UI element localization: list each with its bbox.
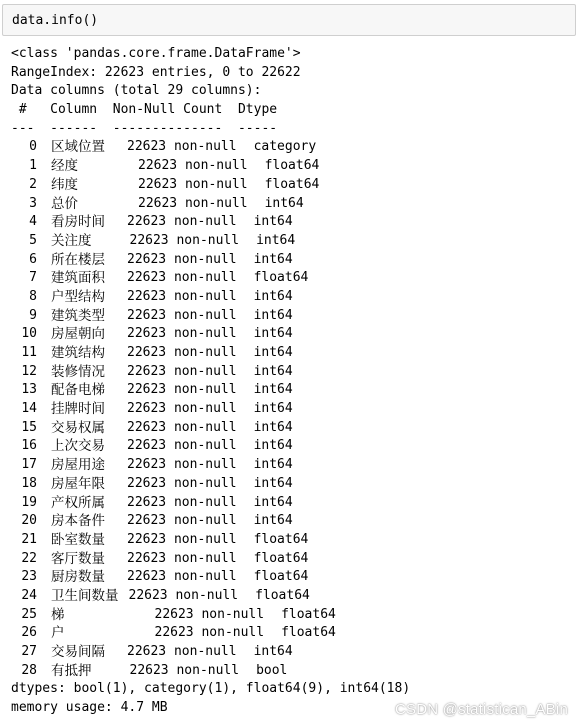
column-name: 所在楼层: [51, 251, 105, 268]
non-null-count: 22623 non-null: [127, 401, 237, 417]
dtype: int64: [253, 288, 293, 304]
dtype: int64: [253, 345, 293, 360]
non-null-count: 22623 non-null: [127, 139, 237, 155]
non-null-count: 22623 non-null: [138, 195, 248, 211]
dtype: int64: [256, 232, 296, 248]
column-info-row: [11, 662, 576, 681]
column-index: 18: [21, 475, 37, 491]
cell-output: [11, 45, 576, 718]
dtype: float64: [264, 158, 320, 174]
column-name: 装修情况: [51, 363, 105, 380]
column-name: 房本备件: [51, 513, 105, 530]
dtype: int64: [253, 438, 293, 454]
column-info-row: [11, 531, 576, 550]
dtype: int64: [253, 326, 293, 342]
column-name: 纬度: [51, 176, 78, 193]
column-index: 7: [29, 270, 37, 286]
non-null-count: 22623 non-null: [127, 457, 237, 473]
column-info-row: [11, 157, 576, 176]
column-name: 区域位置: [51, 139, 105, 156]
column-name: 交易权属: [51, 419, 105, 436]
column-info-row: [11, 176, 576, 195]
column-name: 配备电梯: [51, 382, 105, 399]
dtype: int64: [253, 475, 293, 491]
column-index: 22: [21, 550, 37, 566]
dtype: float64: [253, 569, 309, 585]
column-info-row: [11, 251, 576, 270]
non-null-count: 22623 non-null: [127, 345, 237, 360]
column-name: 厨房数量: [51, 569, 105, 586]
dtype: float64: [253, 270, 309, 286]
non-null-count: 22623 non-null: [127, 550, 237, 566]
column-name: 上次交易: [51, 438, 105, 455]
column-index: 13: [21, 382, 37, 398]
column-index: 8: [29, 288, 37, 304]
column-info-row: [11, 475, 576, 494]
column-info-row: [11, 232, 576, 251]
non-null-count: 22623 non-null: [127, 494, 237, 510]
column-name: 房屋年限: [51, 475, 105, 492]
column-name: 房屋朝向: [51, 326, 105, 343]
column-index: 17: [21, 457, 37, 473]
column-name: 户: [51, 625, 65, 642]
column-name: 看房时间: [51, 214, 105, 231]
dtype: int64: [253, 419, 293, 435]
column-name: 房屋用途: [51, 457, 105, 474]
column-info-row: [11, 456, 576, 475]
non-null-count: 22623 non-null: [127, 363, 237, 379]
dtype: int64: [253, 457, 293, 473]
dtype: int64: [264, 195, 304, 211]
column-info-row: [11, 400, 576, 419]
column-info-row: [11, 437, 576, 456]
column-index: 5: [29, 232, 37, 248]
column-info-row: [11, 494, 576, 513]
column-info-rows: [11, 138, 576, 680]
code-text: data.info(): [12, 13, 99, 28]
output-separator-line: --- ------ -------------- -----: [11, 120, 301, 136]
dtype: float64: [281, 606, 336, 622]
output-class-line: <class 'pandas.core.frame.DataFrame'>: [11, 46, 301, 61]
dtype: int64: [253, 401, 293, 417]
column-info-row: [11, 288, 576, 307]
dtype: int64: [253, 363, 293, 379]
dtype: bool: [256, 662, 288, 678]
column-info-row: [11, 643, 576, 662]
non-null-count: 22623 non-null: [127, 513, 237, 529]
output-column-header-line: # Column Non-Null Count Dtype: [11, 102, 301, 118]
dtype: int64: [253, 307, 293, 323]
column-name: 卫生间数量: [51, 587, 119, 604]
column-index: 9: [29, 307, 37, 323]
column-info-row: [11, 344, 576, 363]
column-info-row: [11, 307, 576, 326]
non-null-count: 22623 non-null: [127, 214, 237, 230]
dtype: float64: [253, 550, 309, 566]
column-name: 挂牌时间: [51, 401, 105, 418]
non-null-count: 22623 non-null: [129, 232, 240, 248]
non-null-count: 22623 non-null: [129, 662, 240, 678]
column-index: 28: [21, 662, 37, 678]
column-name: 建筑结构: [51, 345, 105, 361]
column-index: 23: [21, 569, 37, 585]
dtype: float64: [281, 625, 336, 641]
column-name: 产权所属: [51, 494, 105, 511]
column-info-row: [11, 419, 576, 438]
column-name: 有抵押: [51, 662, 92, 679]
dtype: int64: [253, 513, 293, 529]
non-null-count: 22623 non-null: [154, 606, 265, 622]
column-info-row: [11, 269, 576, 288]
non-null-count: 22623 non-null: [127, 288, 237, 304]
column-index: 25: [21, 606, 37, 622]
non-null-count: 22623 non-null: [127, 382, 237, 398]
column-index: 19: [21, 494, 37, 510]
dtype: int64: [253, 382, 293, 398]
column-index: 10: [21, 326, 37, 342]
dtype: int64: [253, 251, 293, 267]
dtype: int64: [253, 644, 293, 659]
column-info-row: [11, 512, 576, 531]
column-name: 经度: [51, 158, 78, 175]
dtype: category: [253, 139, 317, 155]
column-name: 交易间隔: [51, 644, 105, 660]
column-info-row: [11, 138, 576, 157]
non-null-count: 22623 non-null: [127, 475, 237, 491]
column-name: 梯: [51, 606, 65, 623]
non-null-count: 22623 non-null: [127, 326, 237, 342]
column-index: 4: [29, 214, 37, 230]
non-null-count: 22623 non-null: [127, 531, 237, 547]
csdn-watermark: CSDN @statistican_ABin: [394, 701, 568, 718]
output-data-columns-line: Data columns (total 29 columns):: [11, 83, 262, 99]
non-null-count: 22623 non-null: [154, 625, 265, 641]
column-index: 12: [21, 363, 37, 379]
column-index: 20: [21, 513, 37, 529]
column-name: 客厅数量: [51, 550, 105, 567]
non-null-count: 22623 non-null: [138, 158, 248, 174]
column-name: 建筑类型: [51, 307, 105, 324]
output-dtypes-line: dtypes: bool(1), category(1), float64(9), int64(18): [11, 681, 411, 697]
non-null-count: 22623 non-null: [127, 307, 237, 323]
output-memory-usage-line: memory usage: 4.7 MB: [11, 700, 168, 716]
dtype: int64: [253, 214, 293, 230]
column-index: 15: [21, 419, 37, 435]
column-index: 3: [29, 195, 37, 211]
column-index: 11: [21, 345, 37, 360]
dtype: float64: [264, 176, 320, 192]
non-null-count: 22623 non-null: [127, 419, 237, 435]
column-info-row: [11, 325, 576, 344]
column-index: 16: [21, 438, 37, 454]
column-index: 14: [21, 401, 37, 417]
code-input-cell[interactable]: [2, 4, 576, 36]
column-info-row: [11, 568, 576, 587]
non-null-count: 22623 non-null: [127, 251, 237, 267]
column-index: 6: [29, 251, 37, 267]
column-info-row: [11, 606, 576, 625]
column-index: 26: [21, 625, 37, 641]
column-info-row: [11, 624, 576, 643]
non-null-count: 22623 non-null: [127, 644, 237, 659]
column-index: 24: [21, 587, 37, 603]
dtype: int64: [253, 494, 293, 510]
column-name: 总价: [51, 195, 78, 212]
column-index: 2: [29, 176, 37, 192]
column-info-row: [11, 550, 576, 569]
column-index: 1: [29, 158, 37, 174]
output-range-index-line: RangeIndex: 22623 entries, 0 to 22622: [11, 64, 301, 80]
column-index: 21: [21, 531, 37, 547]
dtype: float64: [253, 531, 309, 547]
column-info-row: [11, 587, 576, 606]
column-name: 建筑面积: [51, 270, 105, 287]
non-null-count: 22623 non-null: [127, 438, 237, 454]
column-name: 户型结构: [51, 288, 105, 305]
non-null-count: 22623 non-null: [128, 587, 239, 603]
column-name: 关注度: [51, 232, 92, 249]
dtype: float64: [255, 587, 310, 603]
column-index: 0: [29, 139, 37, 155]
column-info-row: [11, 363, 576, 382]
non-null-count: 22623 non-null: [138, 176, 248, 192]
column-name: 卧室数量: [51, 531, 105, 548]
column-index: 27: [21, 644, 37, 659]
column-info-row: [11, 213, 576, 232]
non-null-count: 22623 non-null: [127, 569, 237, 585]
non-null-count: 22623 non-null: [127, 270, 237, 286]
column-info-row: [11, 381, 576, 400]
column-info-row: [11, 195, 576, 214]
